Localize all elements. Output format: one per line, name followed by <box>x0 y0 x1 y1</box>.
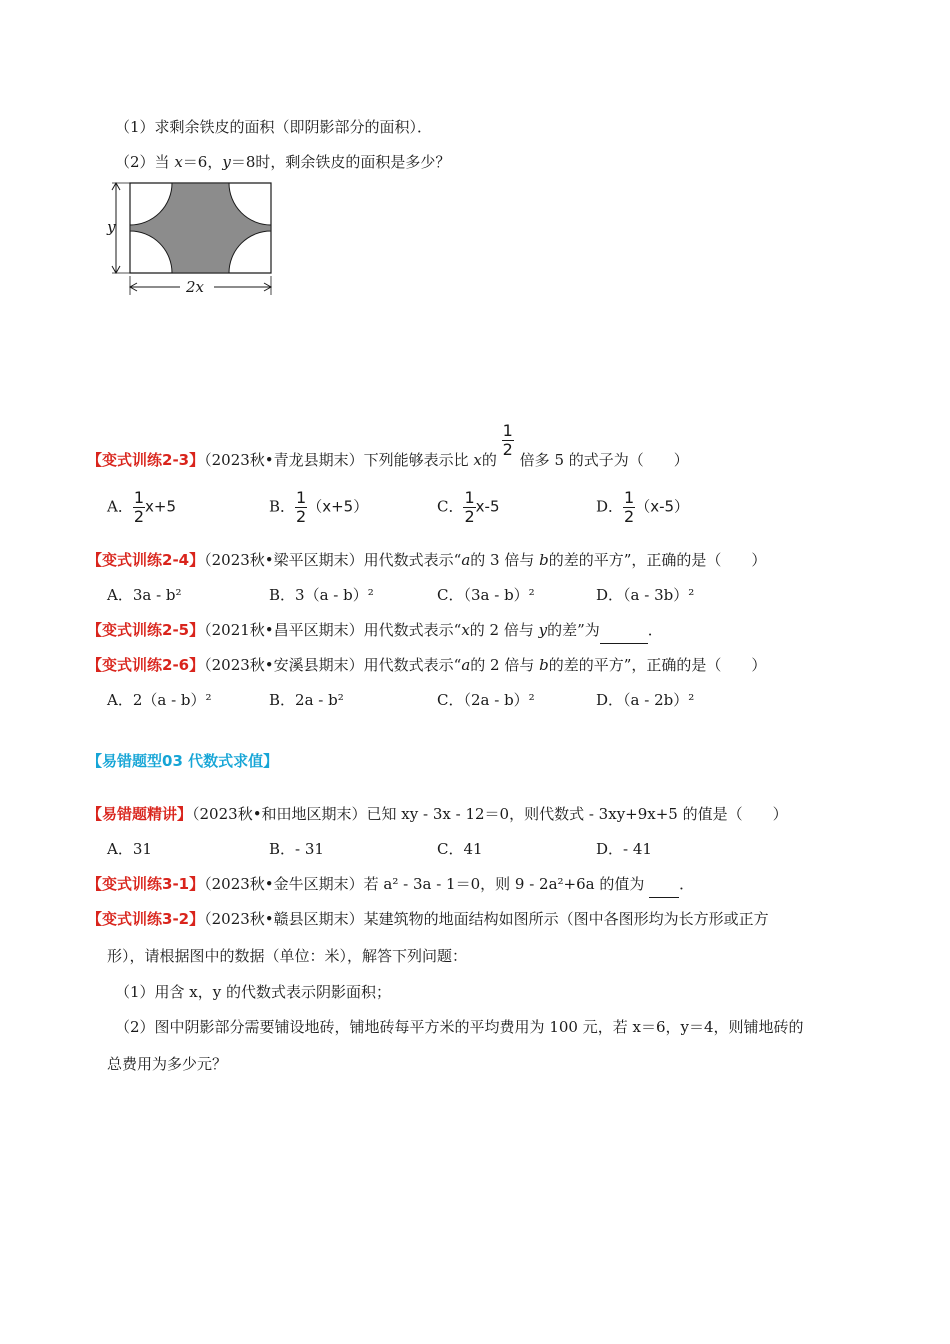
fraction-half: $\frac{1}{2}$ <box>502 421 513 459</box>
label-y: y <box>107 218 116 236</box>
problem-3-2: 【变式训练3-2】（2023秋•赣县区期末）某建筑物的地面结构如图所示（图中各图形均为长方形或正方 <box>87 910 769 928</box>
option-c[interactable]: C．41 <box>437 840 483 858</box>
option-b[interactable]: B．2a - b² <box>269 691 344 709</box>
option-a[interactable]: A．2（a - b）² <box>107 691 212 709</box>
problem-3-1: 【变式训练3-1】（2023秋•金牛区期末）若 a² - 3a - 1＝0，则 9 - 2a²+6a 的值为 ． <box>87 874 694 898</box>
option-c[interactable]: C．（2a - b）² <box>437 691 535 709</box>
problem-3-2-q1: （1）用含 x，y 的代数式表示阴影面积； <box>115 983 392 1001</box>
problem-2-6: 【变式训练2-6】（2023秋•安溪县期末）用代数式表示“a的 2 倍与 b的差的平方”，正确的是（ ） <box>87 656 767 674</box>
option-d[interactable]: D． $\frac{1}{2}$ （x-5） <box>596 488 690 526</box>
option-b[interactable]: B．- 31 <box>269 840 324 858</box>
label-2x: 2x <box>186 278 205 296</box>
option-d[interactable]: D．（a - 2b）² <box>596 691 695 709</box>
problem-key: 【易错题精讲】（2023秋•和田地区期末）已知 xy - 3x - 12＝0，则代数式 - 3xy+9x+5 的值是（ ） <box>87 805 788 823</box>
rectangle-figure <box>104 178 276 298</box>
problem-2-3: 【变式训练2-3】（2023秋•青龙县期末）下列能够表示比 x的 $\frac{1}{2}$ 倍多 5 的式子为（ ） <box>87 421 689 469</box>
option-b[interactable]: B．3（a - b）² <box>269 586 374 604</box>
problem-3-2-q2-line2: 总费用为多少元？ <box>107 1055 228 1073</box>
question-1-text: （1）求剩余铁皮的面积（即阴影部分的面积）． <box>115 118 433 136</box>
answer-blank[interactable] <box>600 623 648 644</box>
problem-2-4: 【变式训练2-4】（2023秋•梁平区期末）用代数式表示“a的 3 倍与 b的差的平方”，正确的是（ ） <box>87 551 767 569</box>
option-a[interactable]: A．3a - b² <box>107 586 182 604</box>
question-2-text: （2）当 x＝6，y＝8时，剩余铁皮的面积是多少？ <box>115 153 451 171</box>
option-a[interactable]: A．31 <box>107 840 152 858</box>
problem-3-2-line2: 形），请根据图中的数据（单位：米），解答下列问题： <box>107 947 468 965</box>
section-heading: 【易错题型03 代数式求值】 <box>87 752 279 770</box>
problem-3-2-q2: （2）图中阴影部分需要铺设地砖，铺地砖每平方米的平均费用为 100 元，若 x＝6，y＝4，则铺地砖的 <box>115 1018 804 1036</box>
problem-2-5: 【变式训练2-5】（2021秋•昌平区期末）用代数式表示“x的 2 倍与 y的差”为 ． <box>87 620 663 644</box>
option-c[interactable]: C． $\frac{1}{2}$ x-5 <box>437 488 500 526</box>
option-a[interactable]: A． $\frac{1}{2}$ x+5 <box>107 488 177 526</box>
option-b[interactable]: B． $\frac{1}{2}$ （x+5） <box>269 488 369 526</box>
answer-blank[interactable] <box>649 877 679 898</box>
option-d[interactable]: D．（a - 3b）² <box>596 586 695 604</box>
option-c[interactable]: C．（3a - b）² <box>437 586 535 604</box>
option-d[interactable]: D．- 41 <box>596 840 652 858</box>
